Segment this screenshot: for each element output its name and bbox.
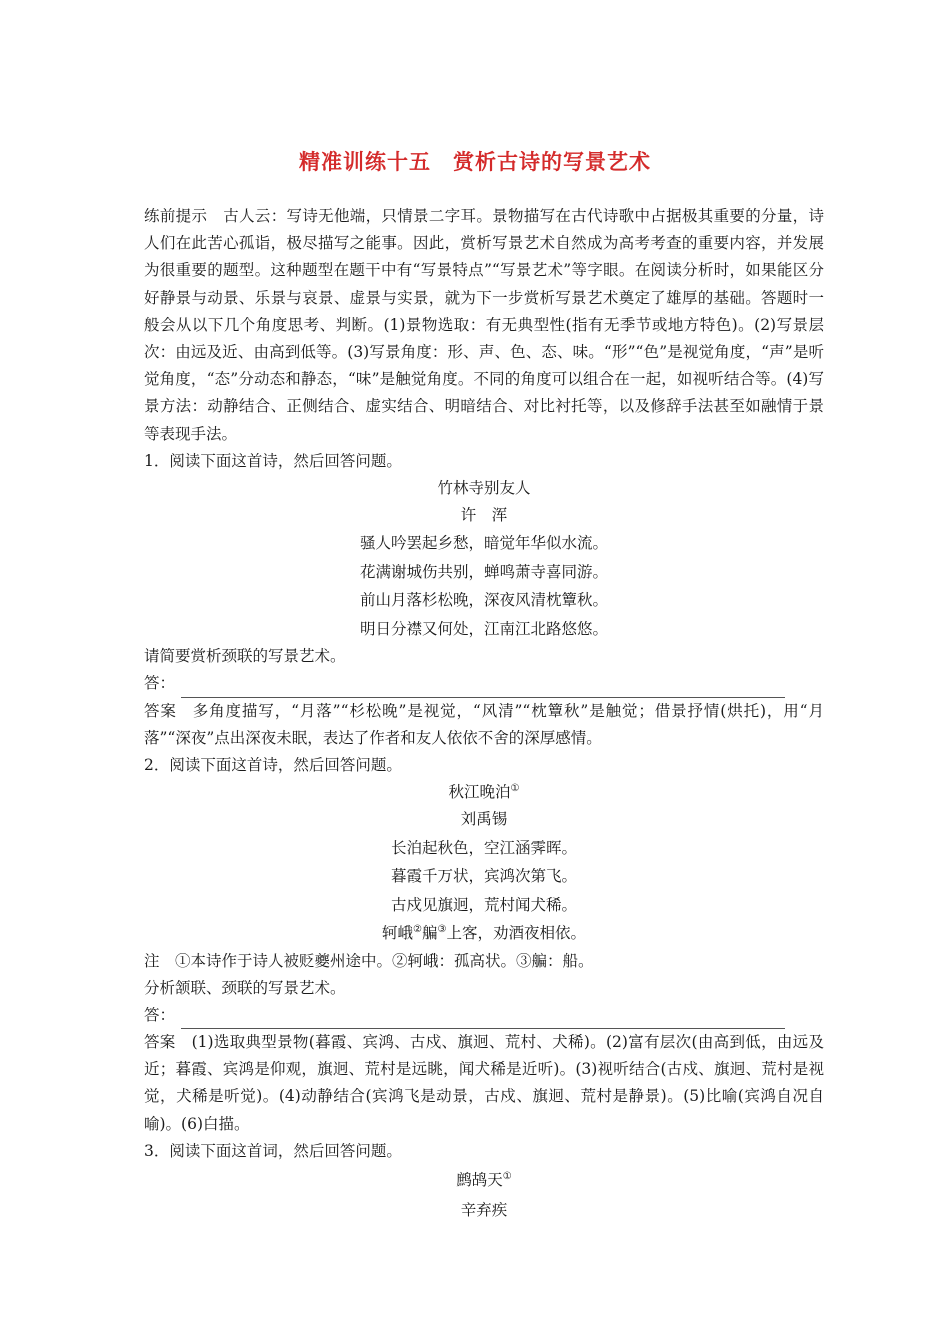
q2-question: 分析颔联、颈联的写景艺术。 — [144, 978, 346, 997]
q2-answer-blank[interactable] — [181, 1008, 785, 1029]
q2-line-part: 艑 — [421, 924, 438, 943]
q3-prompt: 3．阅读下面这首词，然后回答问题。 — [144, 1141, 402, 1160]
q1-poem-line: 前山月落杉松晚，深夜风清枕簟秋。 — [359, 591, 608, 610]
q2-key-label: 答案 — [144, 1033, 176, 1052]
q2-title-note: ① — [510, 783, 520, 795]
q2-line-part: 轲峨 — [382, 924, 414, 943]
document-body — [144, 203, 824, 1225]
q1-answer-line — [144, 671, 824, 698]
q1-answer-label: 答： — [144, 674, 176, 693]
q1-answer-blank[interactable] — [181, 677, 785, 698]
q2-poem-author: 刘禹锡 — [460, 810, 508, 829]
page-title: 精准训练十五 赏析古诗的写景艺术 — [299, 150, 651, 174]
intro-text: 古人云：写诗无他端，只情景二字耳。景物描写在古代诗歌中占据极其重要的分量，诗人们在此苦心孤诣，极尽描写之能事。因此，赏析写景艺术自然成为高考考查的重要内容，并发展为很重要的题型。这种题型在题干中有“写景特点”“写景艺术”等字眼。在阅读分析时，如果能区分好静景与动景、乐景与哀景、虚景与实景，就为下一步赏析写景艺术奠定了雄厚的基础。答题时一般会从以下几个角度思考、判断。(1)景物选取：有无典型性(指有无季节或地方特色)。(2)写景层次：由远及近、由高到低等。(3)写景角度：形、声、色、态、味。“形”“色”是视觉角度，“声”是听觉角度，“态”分动态和静态，“味”是触觉角度。不同的角度可以组合在一起，如视听结合等。(4)写景方法：动静结合、正侧结合、虚实结合、明暗结合、对比衬托等，以及修辞手法甚至如融情于景等表现手法。 — [144, 207, 824, 443]
q2-answer-line — [144, 1002, 824, 1029]
q1-poem-line: 花满谢城伤共别，蝉鸣萧寺喜同游。 — [359, 562, 608, 581]
q2-note-marker: ③ — [437, 924, 447, 935]
q3-title-note: ① — [502, 1170, 512, 1182]
intro-paragraph — [144, 203, 824, 448]
q2-line-part: 上客，劝酒夜相依。 — [446, 924, 586, 943]
q2-poem-line: 长泊起秋色，空江涵霁晖。 — [390, 838, 577, 857]
q3-title-text: 鹧鸪天 — [456, 1171, 503, 1190]
q2-title-text: 秋江晚泊 — [448, 783, 511, 802]
q3-poem-title — [144, 1165, 824, 1195]
q3-poem-author: 辛弃疾 — [460, 1201, 508, 1220]
q2-poem-line: 古戍见旗迥，荒村闻犬稀。 — [390, 895, 577, 914]
q2-poem-title — [144, 779, 824, 806]
q1-answer-key — [144, 698, 824, 752]
q2-answer-key — [144, 1029, 824, 1138]
q1-poem-title: 竹林寺别友人 — [437, 479, 531, 498]
q2-answer-label: 答： — [144, 1005, 176, 1024]
q1-key-text: 多角度描写，“月落”“杉松晚”是视觉，“风清”“枕簟秋”是触觉；借景抒情(烘托)，用“月落”“深夜”点出深夜未眠，表达了作者和友人依依不舍的深厚感情。 — [144, 701, 824, 747]
q2-key-text: (1)选取典型景物(暮霞、宾鸿、古戍、旗迥、荒村、犬稀)。(2)富有层次(由高到低，由远及近；暮霞、宾鸿是仰观，旗迥、荒村是远眺，闻犬稀是近听)。(3)视听结合(古戍、旗迥、荒村是视觉，犬稀是听觉)。(4)动静结合(宾鸿飞是动景，古戍、旗迥、荒村是静景)。(5)比喻(宾鸿自况自喻)。(6)白描。 — [144, 1033, 824, 1133]
q1-question: 请简要赏析颈联的写景艺术。 — [144, 647, 346, 666]
q2-poem-line: 暮霞千万状，宾鸿次第飞。 — [390, 867, 577, 886]
q2-notes: 注 ①本诗作于诗人被贬夔州途中。②轲峨：孤高状。③艑：船。 — [144, 951, 594, 970]
q2-poem-line — [144, 919, 824, 948]
q1-poem-author: 许 浑 — [460, 506, 508, 525]
q1-poem-line: 骚人吟罢起乡愁，暗觉年华似水流。 — [359, 534, 608, 553]
q1-prompt: 1．阅读下面这首诗，然后回答问题。 — [144, 451, 402, 470]
q2-prompt: 2．阅读下面这首诗，然后回答问题。 — [144, 756, 402, 775]
q1-poem-line: 明日分襟又何处，江南江北路悠悠。 — [359, 619, 608, 638]
q2-note-marker: ② — [413, 924, 422, 935]
q1-key-label: 答案 — [144, 701, 177, 720]
intro-label: 练前提示 — [144, 207, 208, 225]
